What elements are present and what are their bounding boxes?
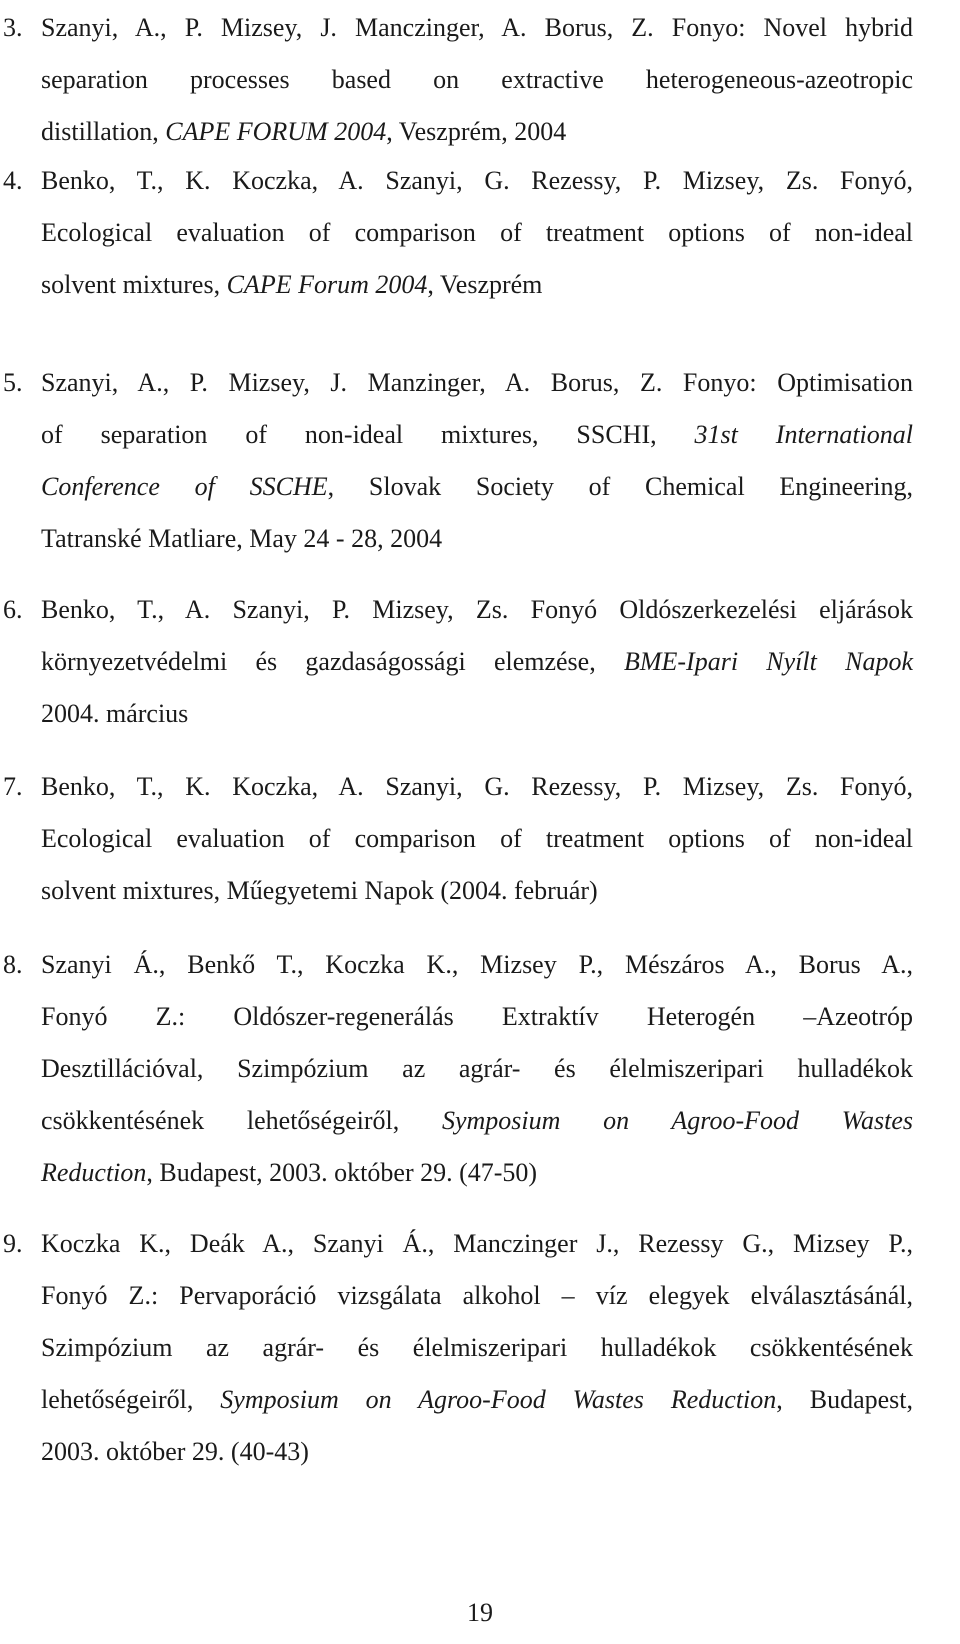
reference-text: distillation, (41, 117, 166, 146)
reference-line (41, 472, 913, 502)
reference-line: Szanyi Á., Benkő T., Koczka K., Mizsey P., Mészáros A., Borus A., (41, 950, 913, 979)
reference-line: Fonyó Z.: Pervaporáció vizsgálata alkohol – víz elegyek elválasztásánál, (41, 1281, 913, 1310)
reference-line: Benko, T., K. Koczka, A. Szanyi, G. Rezessy, P. Mizsey, Zs. Fonyó, (41, 166, 913, 195)
reference-text: of separation of non-ideal mixtures, SSCHI, (41, 420, 695, 449)
reference-text: , Budapest, (776, 1385, 913, 1414)
reference-text: solvent mixtures, (41, 270, 227, 299)
reference-line (41, 420, 913, 450)
reference-text: lehetőségeiről, (41, 1385, 221, 1414)
reference-line: Desztillációval, Szimpózium az agrár- és élelmiszeripari hulladékok (41, 1054, 913, 1083)
reference-line (41, 117, 913, 147)
reference-italic-title: Symposium on Agroo-Food Wastes Reduction (220, 1385, 777, 1414)
reference-line: solvent mixtures, Műegyetemi Napok (2004. február) (41, 876, 598, 905)
reference-line: Benko, T., A. Szanyi, P. Mizsey, Zs. Fonyó Oldószerkezelési eljárások (41, 595, 913, 624)
reference-italic-title: CAPE FORUM 2004 (165, 117, 387, 146)
reference-line (41, 1385, 913, 1415)
reference-text: , Veszprém (427, 270, 543, 299)
reference-number: 5. (3, 368, 23, 397)
reference-italic-title: CAPE Forum 2004 (226, 270, 428, 299)
reference-line: 2004. március (41, 699, 189, 728)
reference-text: , Slovak Society of Chemical Engineering, (327, 472, 913, 501)
reference-text: , Budapest, 2003. október 29. (47-50) (146, 1158, 538, 1187)
reference-italic-title: 31st International (694, 420, 913, 449)
reference-number: 6. (3, 595, 23, 624)
reference-line (41, 1106, 913, 1136)
reference-number: 9. (3, 1229, 23, 1258)
reference-line (41, 270, 913, 300)
reference-line (41, 647, 913, 677)
reference-line: Fonyó Z.: Oldószer-regenerálás Extraktív Heterogén –Azeotróp (41, 1002, 913, 1031)
reference-line: separation processes based on extractive heterogeneous-azeotropic (41, 65, 913, 94)
reference-line: Tatranské Matliare, May 24 - 28, 2004 (41, 524, 443, 553)
reference-line: Szanyi, A., P. Mizsey, J. Manczinger, A. Borus, Z. Fonyo: Novel hybrid (41, 13, 913, 42)
reference-line (41, 1158, 913, 1188)
reference-italic-title: Symposium on Agroo-Food Wastes (441, 1106, 913, 1135)
reference-text: környezetvédelmi és gazdaságossági elemzése, (41, 647, 624, 676)
page-number: 19 (467, 1598, 493, 1627)
reference-line: Koczka K., Deák A., Szanyi Á., Manczinger J., Rezessy G., Mizsey P., (41, 1229, 913, 1258)
reference-number: 4. (3, 166, 23, 195)
reference-italic-title: BME-Ipari Nyílt Napok (623, 647, 913, 676)
reference-text: csökkentésének lehetőségeiről, (41, 1106, 442, 1135)
reference-number: 8. (3, 950, 23, 979)
reference-line: Szimpózium az agrár- és élelmiszeripari hulladékok csökkentésének (41, 1333, 913, 1362)
reference-text: , Veszprém, 2004 (386, 117, 567, 146)
reference-line: Benko, T., K. Koczka, A. Szanyi, G. Rezessy, P. Mizsey, Zs. Fonyó, (41, 772, 913, 801)
reference-italic-title: Reduction (41, 1158, 147, 1187)
reference-line: Szanyi, A., P. Mizsey, J. Manzinger, A. Borus, Z. Fonyo: Optimisation (41, 368, 913, 397)
reference-line: 2003. október 29. (40-43) (41, 1437, 309, 1466)
reference-number: 7. (3, 772, 23, 801)
reference-line: Ecological evaluation of comparison of treatment options of non-ideal (41, 218, 913, 247)
reference-italic-title: Conference of SSCHE (41, 472, 328, 501)
reference-line: Ecological evaluation of comparison of treatment options of non-ideal (41, 824, 913, 853)
reference-number: 3. (3, 13, 23, 42)
